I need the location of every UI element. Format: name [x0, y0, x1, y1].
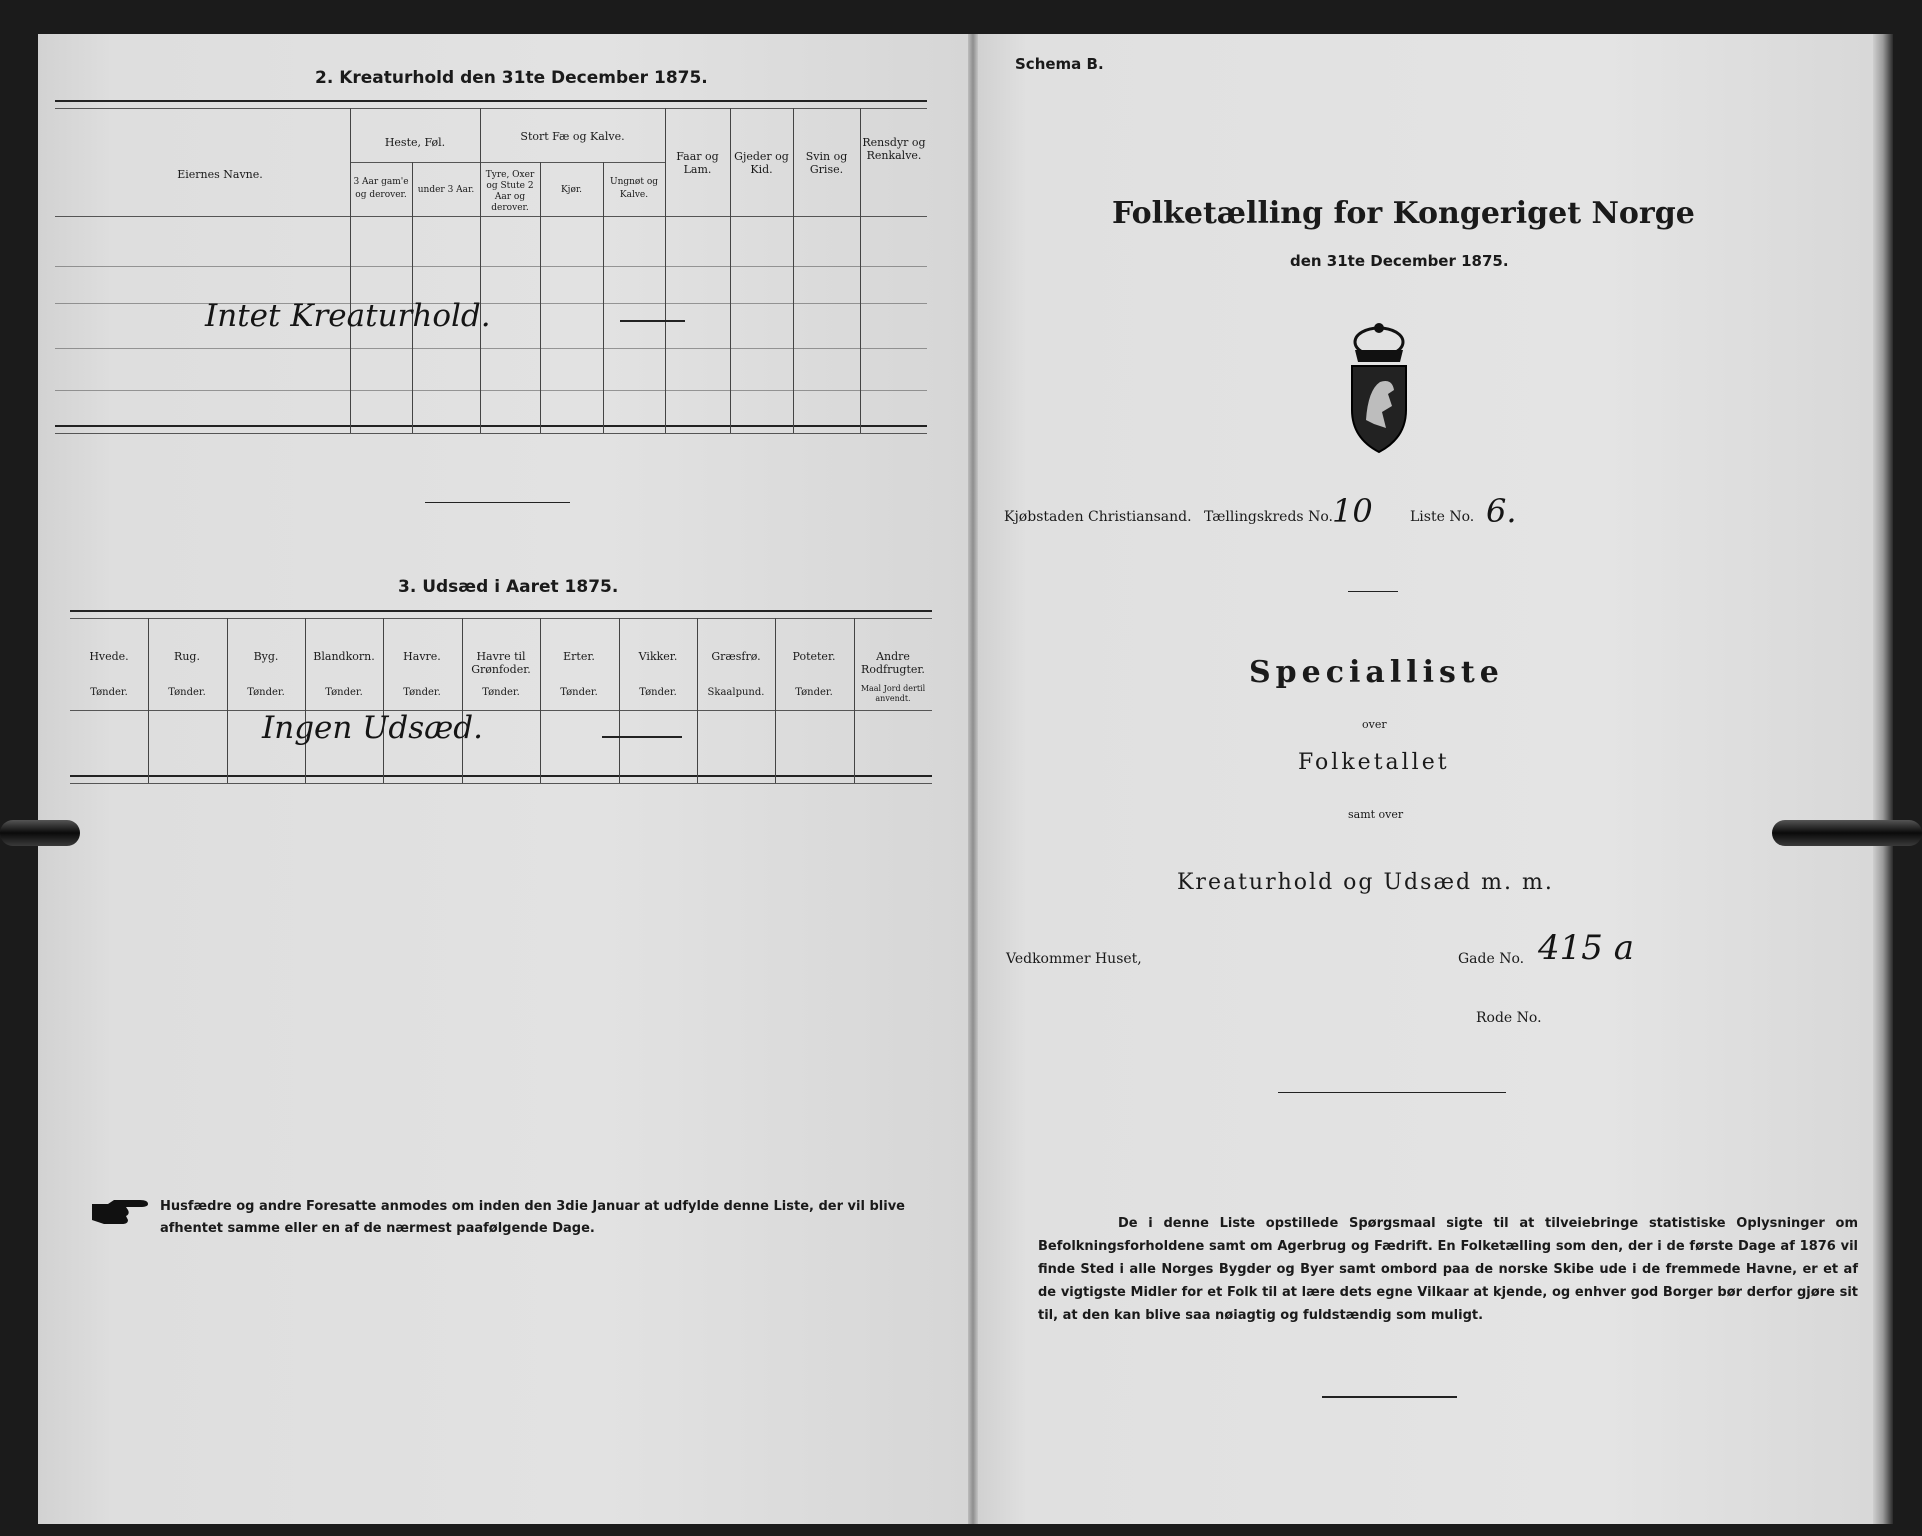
- seed-header-unit: Tønder.: [90, 687, 128, 698]
- seed-table-bottom-rule-2: [70, 783, 932, 784]
- seed-col-divider: [462, 618, 463, 783]
- schema-label: Schema B.: [1015, 55, 1104, 73]
- header-cattle: Stort Fæ og Kalve.: [520, 130, 625, 143]
- header-horses-young: under 3 Aar.: [417, 185, 475, 195]
- street-value: 415 a: [1538, 928, 1634, 968]
- seed-header-name: Poteter.: [792, 650, 836, 663]
- main-subtitle: den 31te December 1875.: [1290, 252, 1509, 270]
- separator-line: [425, 502, 570, 503]
- seed-header-name: Vikker.: [638, 650, 678, 663]
- kreaturhold-label: Kreaturhold og Udsæd m. m.: [1177, 870, 1554, 895]
- town-label: Kjøbstaden Christiansand.: [1004, 509, 1192, 525]
- header-sheep: Faar og Lam.: [676, 150, 719, 176]
- separator-line: [1322, 1396, 1457, 1398]
- house-label: Vedkommer Huset,: [1006, 951, 1142, 967]
- seed-table-top-rule-2: [70, 618, 932, 619]
- seed-header-unit: Tønder.: [403, 687, 441, 698]
- pointing-hand-icon: [90, 1196, 150, 1228]
- header-cattle-bulls: Tyre, Oxer og Stute 2 Aar og derover.: [485, 170, 535, 213]
- seed-header-unit: Tønder.: [168, 687, 206, 698]
- seed-header-unit: Skaalpund.: [707, 687, 765, 698]
- seed-col-divider: [305, 618, 306, 783]
- handwritten-seed: Ingen Udsæd.: [262, 710, 483, 746]
- col-divider: [350, 108, 351, 433]
- seed-header-name: Erter.: [563, 650, 595, 663]
- seed-header-unit: Tønder.: [560, 687, 598, 698]
- sub-header-rule: [480, 162, 665, 163]
- row-line: [55, 348, 927, 349]
- sub-header-rule: [350, 162, 480, 163]
- header-horses: Heste, Føl.: [384, 136, 446, 149]
- header-goats: Gjeder og Kid.: [734, 150, 789, 176]
- table-bottom-rule: [55, 425, 927, 427]
- header-horses-old: 3 Aar gam'e og derover.: [353, 177, 409, 200]
- seed-col-divider: [540, 618, 541, 783]
- samt-over-label: samt over: [1348, 808, 1404, 821]
- table-top-rule-2: [55, 108, 927, 109]
- list-value: 6.: [1486, 492, 1517, 530]
- seed-col-divider: [148, 618, 149, 783]
- seed-table-top-rule: [70, 610, 932, 612]
- seed-header-unit: Tønder.: [482, 687, 520, 698]
- seed-header-name: Havre til Grønfoder.: [471, 650, 531, 676]
- section-3-title: 3. Udsæd i Aaret 1875.: [398, 577, 619, 597]
- rode-label: Rode No.: [1476, 1010, 1542, 1026]
- handwritten-dash: [602, 736, 682, 738]
- table-bottom-rule-2: [55, 433, 927, 434]
- page-edge: [1873, 34, 1893, 1524]
- seed-header-name: Andre Rodfrugter.: [861, 650, 925, 676]
- separator-line: [1348, 591, 1398, 592]
- explanation-paragraph: De i denne Liste opstillede Spørgsmaal sigte til at tilveiebringe statistiske Oplysninger om Befolkningsforholdene samt om Agerbrug og Fædrift. En Folketælling som den, der i de første Dage af 1876 vil finde Sted i alle Norges Bygder og Byer samt ombord paa de norske Skibe ude i de fremmede Havne, er et af de vigtigste Midler for et Folk til at lære dets egne Vilkaar at kjende, og enhver god Borger bør derfor gjøre sit til, at den kan blive saa nøiagtig og fuldstændig som muligt.: [1038, 1216, 1858, 1323]
- list-label: Liste No.: [1410, 509, 1475, 525]
- district-label: Tællingskreds No.: [1204, 509, 1333, 525]
- col-divider: [540, 162, 541, 433]
- handwritten-dash: [620, 320, 685, 322]
- seed-header-name: Blandkorn.: [313, 650, 375, 663]
- table-top-rule: [55, 100, 927, 102]
- row-line: [55, 303, 927, 304]
- left-page: [38, 34, 973, 1524]
- over-label: over: [1362, 718, 1387, 731]
- main-title: Folketælling for Kongeriget Norge: [1112, 196, 1695, 231]
- handwritten-livestock: Intet Kreaturhold.: [205, 298, 491, 334]
- header-cattle-young: Ungnøt og Kalve.: [609, 177, 658, 200]
- district-value: 10: [1332, 492, 1373, 530]
- seed-col-divider: [619, 618, 620, 783]
- seed-header-name: Byg.: [253, 650, 279, 663]
- seed-header-name: Græsfrø.: [711, 650, 761, 663]
- notice-text: Husfædre og andre Foresatte anmodes om inden den 3die Januar at udfylde denne Liste, der vil blive afhentet samme eller en af de nærmest paafølgende Dage.: [160, 1199, 905, 1236]
- seed-header-rule: [70, 710, 932, 711]
- seed-header-unit: Tønder.: [325, 687, 363, 698]
- col-divider: [603, 162, 604, 433]
- table-header-rule: [55, 216, 927, 217]
- binder-clip-right: [1772, 820, 1922, 846]
- street-label: Gade No.: [1458, 951, 1525, 967]
- seed-col-divider: [383, 618, 384, 783]
- section-2-title: 2. Kreaturhold den 31te December 1875.: [315, 68, 708, 88]
- seed-header-name: Hvede.: [89, 650, 129, 663]
- seed-col-divider: [697, 618, 698, 783]
- row-line: [55, 266, 927, 267]
- header-pigs: Svin og Grise.: [805, 150, 848, 176]
- coat-of-arms-icon: [1338, 320, 1420, 456]
- seed-header-unit: Tønder.: [247, 687, 285, 698]
- seed-table-bottom-rule: [70, 775, 932, 777]
- special-title: Specialliste: [1249, 655, 1504, 690]
- seed-col-divider: [227, 618, 228, 783]
- header-reindeer: Rensdyr og Renkalve.: [862, 136, 926, 162]
- col-divider: [480, 108, 481, 433]
- seed-header-unit: Tønder.: [795, 687, 833, 698]
- seed-col-divider: [775, 618, 776, 783]
- header-owner: Eiernes Navne.: [177, 168, 263, 181]
- seed-header-unit: Maal Jord dertil anvendt.: [860, 684, 926, 703]
- row-line: [55, 390, 927, 391]
- separator-line: [1278, 1092, 1506, 1093]
- folketallet-label: Folketallet: [1298, 750, 1450, 775]
- binder-clip-left: [0, 820, 80, 846]
- header-cattle-cows: Kjør.: [560, 185, 583, 195]
- seed-header-name: Havre.: [403, 650, 441, 663]
- seed-header-unit: Tønder.: [639, 687, 677, 698]
- book-spine: [968, 34, 978, 1524]
- seed-header-name: Rug.: [174, 650, 200, 663]
